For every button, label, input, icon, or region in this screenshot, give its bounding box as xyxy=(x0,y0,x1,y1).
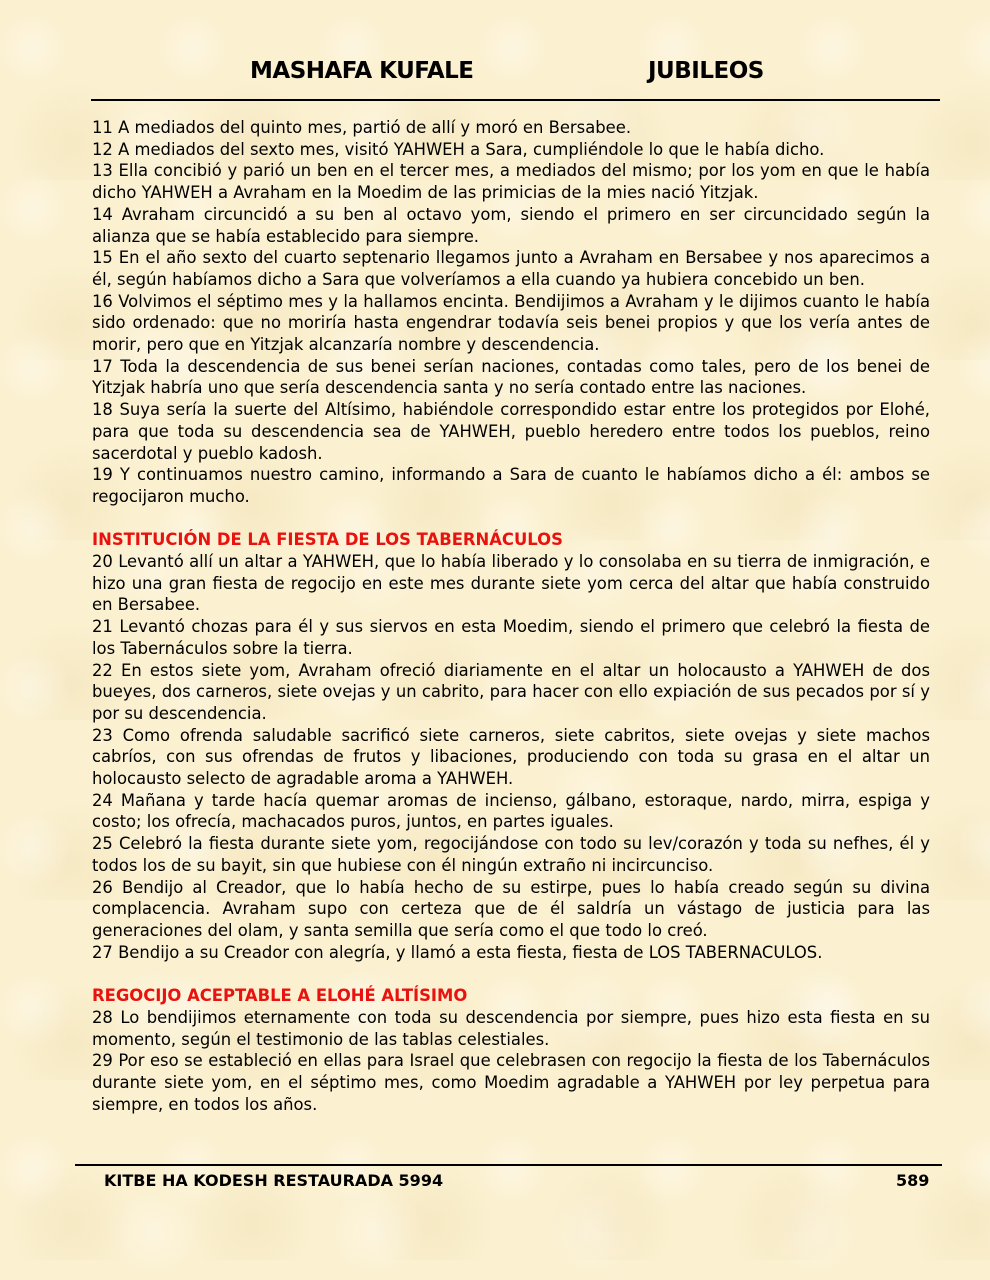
section-heading-regocijo: REGOCIJO ACEPTABLE A ELOHÉ ALTÍSIMO xyxy=(92,986,468,1006)
page-header xyxy=(0,58,990,92)
page-number: 589 xyxy=(896,1171,930,1190)
footer-divider xyxy=(75,1164,942,1166)
verse-23: 23 Como ofrenda saludable sacrificó siete carneros, siete cabritos, siete ovejas y siete machos cabríos, con sus ofrendas de frutos y libaciones, produciendo con toda su grasa en el altar un holocausto selecto de agradable aroma a YAHWEH. xyxy=(92,725,930,789)
verse-15: 15 En el año sexto del cuarto septenario llegamos junto a Avraham en Bersabee y nos aparecimos a él, según habíamos dicho a Sara que volveríamos a ella cuando ya hubiera concebido un ben. xyxy=(92,248,930,289)
verse-25: 25 Celebró la fiesta durante siete yom, regocijándose con todo su lev/corazón y toda su nefhes, él y todos los de su bayit, sin que hubiese con él ningún extraño ni incircunciso. xyxy=(92,834,930,875)
verse-27: 27 Bendijo a su Creador con alegría, y llamó a esta fiesta, fiesta de LOS TABERNACULOS. xyxy=(92,942,823,962)
verse-22: 22 En estos siete yom, Avraham ofreció diariamente en el altar un holocausto a YAHWEH de dos bueyes, dos carneros, siete ovejas y un cabrito, para hacer con ello expiación de sus pecados por sí y por su descendencia. xyxy=(92,660,930,723)
verse-21: 21 Levantó chozas para él y sus siervos en esta Moedim, siendo el primero que celebró la fiesta de los Tabernáculos sobre la tierra. xyxy=(92,617,930,658)
verse-28: 28 Lo bendijimos eternamente con toda su descendencia por siempre, pues hizo esta fiesta en su momento, según el testimonio de las tablas celestiales. xyxy=(92,1007,930,1049)
section-spacer xyxy=(92,963,930,985)
verse-12: 12 A mediados del sexto mes, visitó YAHWEH a Sara, cumpliéndole lo que le había dicho. xyxy=(92,139,825,159)
verse-20: 20 Levantó allí un altar a YAHWEH, que lo había liberado y lo consolaba en su tierra de inmigración, e hizo una gran fiesta de regocijo en este mes durante siete yom cerca del altar que había construido en Bersabee. xyxy=(92,552,930,615)
verse-14: 14 Avraham circuncidó a su ben al octavo yom, siendo el primero en ser circuncidado según la alianza que se había establecido para siempre. xyxy=(92,204,930,246)
verse-16: 16 Volvimos el séptimo mes y la hallamos encinta. Bendijimos a Avraham y le dijimos cuanto le había sido ordenado: que no moriría hasta engendrar todavía seis benei propios y que los vería antes de morir, pero que en Yitzjak alcanzaría nombre y descendencia. xyxy=(92,291,930,355)
verse-18: 18 Suya sería la suerte del Altísimo, habiéndole correspondido estar entre los protegidos por Elohé, para que toda su descendencia sea de YAHWEH, pueblo heredero entre todos los pueblos, reino sacerdotal y pueblo kadosh. xyxy=(92,400,930,463)
book-title: MASHAFA KUFALE xyxy=(250,58,474,84)
verse-17: 17 Toda la descendencia de sus benei serían naciones, contadas como tales, pero de los benei de Yitzjak habría uno que sería descendencia santa y no sería contado entre las naciones. xyxy=(92,356,930,398)
section-spacer xyxy=(92,508,930,530)
section-heading-tabernacles: INSTITUCIÓN DE LA FIESTA DE LOS TABERNÁCULOS xyxy=(92,530,563,550)
verse-29: 29 Por eso se estableció en ellas para Israel que celebrasen con regocijo la fiesta de los Tabernáculos durante siete yom, en el séptimo mes, como Moedim agradable a YAHWEH por ley perpetua para siempre, en todos los años. xyxy=(92,1051,930,1114)
verse-19: 19 Y continuamos nuestro camino, informando a Sara de cuanto le habíamos dicho a él: ambos se regocijaron mucho. xyxy=(92,465,930,506)
page-body xyxy=(92,117,930,1115)
verse-13: 13 Ella concibió y parió un ben en el tercer mes, a mediados del mismo; por los yom en que le había dicho YAHWEH a Avraham en la Moedim de las primicias de la mies nació Yitzjak. xyxy=(92,161,930,203)
verse-26: 26 Bendijo al Creador, que lo había hecho de su estirpe, pues lo había creado según su divina complacencia. Avraham supo con certeza que de él saldría un vástago de justicia para las generaciones del olam, y santa semilla que sería como el que todo lo creó. xyxy=(92,877,930,940)
chapter-title: JUBILEOS xyxy=(648,58,764,84)
verse-24: 24 Mañana y tarde hacía quemar aromas de incienso, gálbano, estoraque, nardo, mirra, espiga y costo; los ofrecía, machacados puros, juntos, en partes iguales. xyxy=(92,790,930,832)
verse-11: 11 A mediados del quinto mes, partió de allí y moró en Bersabee. xyxy=(92,118,632,137)
footer-book-name: KITBE HA KODESH RESTAURADA 5994 xyxy=(104,1171,444,1190)
header-divider xyxy=(91,99,940,101)
